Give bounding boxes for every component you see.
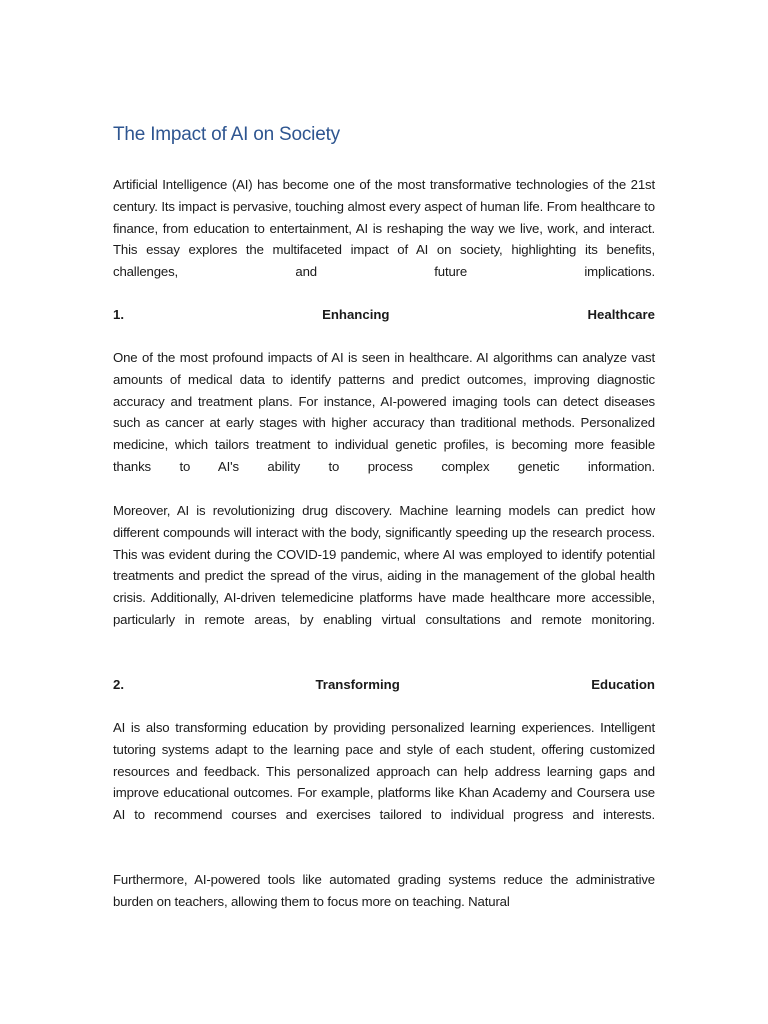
education-paragraph-1: AI is also transforming education by providing personalized learning experiences. Intelligent tutoring systems adapt to the learning pace and style of each student, offering customized resources and feedback. This personalized approach can help address learning gaps and improve educational outcomes. For example, platforms like Khan Academy and Coursera use AI to recommend courses and exercises tailored to individual progress and interests. [113, 720, 655, 823]
section-title-word: Enhancing [322, 307, 390, 322]
section-heading-healthcare [113, 304, 655, 326]
section-title-word: Education [591, 677, 655, 692]
healthcare-paragraph-2: Moreover, AI is revolutionizing drug discovery. Machine learning models can predict how different compounds will interact with the body, significantly speeding up the research process. This was evident during the COVID-19 pandemic, where AI was employed to identify potential treatments and predict the spread of the virus, aiding in the management of the global health crisis. Additionally, AI-driven telemedicine platforms have made healthcare more accessible, particularly in remote areas, by enabling virtual consultations and remote monitoring. [113, 503, 655, 627]
section-number: 1. [113, 307, 124, 322]
section-heading-education [113, 674, 655, 696]
section-number: 2. [113, 677, 124, 692]
section-title-word: Healthcare [587, 307, 655, 322]
education-paragraph-2: Furthermore, AI-powered tools like automated grading systems reduce the administrative burden on teachers, allowing them to focus more on teaching. Natural [113, 872, 655, 909]
healthcare-paragraph-1: One of the most profound impacts of AI is seen in healthcare. AI algorithms can analyze vast amounts of medical data to identify patterns and predict outcomes, improving diagnostic accuracy and treatment plans. For instance, AI-powered imaging tools can detect diseases such as cancer at early stages with higher accuracy than traditional methods. Personalized medicine, which tailors treatment to individual genetic profiles, is becoming more feasible thanks to AI's ability to process complex genetic information. [113, 350, 655, 474]
section-title-word: Transforming [315, 677, 400, 692]
document-title: The Impact of AI on Society [113, 124, 340, 145]
intro-paragraph: Artificial Intelligence (AI) has become one of the most transformative technologies of the 21st century. Its impact is pervasive, touching almost every aspect of human life. From healthcare to finance, from education to entertainment, AI is reshaping the way we live, work, and interact. This essay explores the multifaceted impact of AI on society, highlighting its benefits, challenges, and future implications. [113, 177, 655, 280]
